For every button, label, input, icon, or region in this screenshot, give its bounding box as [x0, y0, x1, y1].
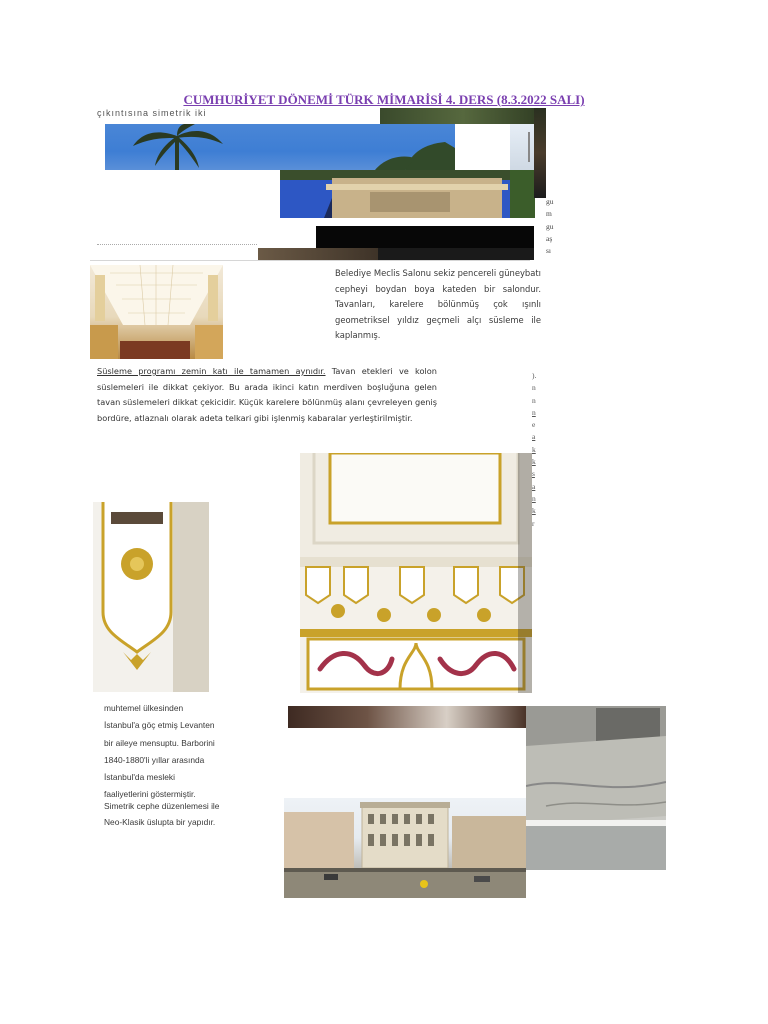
- ceiling-illustration: [90, 265, 223, 359]
- ornament-panel-photo: [300, 453, 532, 693]
- building-illustration: [284, 798, 526, 898]
- palm-tree-silhouette: [105, 124, 455, 170]
- architect-line-2: İstanbul'a göç etmiş Levanten: [104, 720, 215, 731]
- architect-paragraph: [104, 700, 274, 804]
- top-caption: çıkıntısına simetrik iki: [97, 108, 207, 118]
- right-edge-photo: [534, 108, 546, 198]
- column-ornament-photo: [93, 502, 209, 692]
- modern-building-photo: [284, 798, 526, 898]
- facade-line-2: Neo-Klasik üslupta bir yapıdır.: [104, 817, 216, 827]
- program-underlined: Süsleme programı zemin katı ile tamamen aynıdır.: [97, 366, 326, 376]
- ornament-illustration: [300, 453, 532, 693]
- architect-line-5: İstanbul'da mesleki: [104, 772, 175, 783]
- program-paragraph: [97, 364, 437, 426]
- dark-strip-right: [378, 248, 534, 260]
- facade-paragraph: [104, 798, 279, 830]
- architect-line-3: bir aileye mensuptu. Barborini: [104, 737, 215, 748]
- building-roof-photo: [280, 170, 535, 218]
- brown-strip-photo: [288, 706, 526, 728]
- column-ornament-illustration: [93, 502, 209, 692]
- salon-paragraph: Belediye Meclis Salonu sekiz pencereli güneybatı cepheyi boydan boya kateden bir salondur. Tavanları, karelere bölünmüş çok ışınlı geometriksel yıldız geçmeli alçı süsleme ile kaplanmış.: [335, 268, 541, 341]
- dark-strip: [258, 248, 378, 260]
- aerial-illustration: [526, 706, 666, 870]
- page-title: CUMHURİYET DÖNEMİ TÜRK MİMARİSİ 4. DERS (8.3.2022 SALI): [183, 92, 585, 107]
- black-band: [316, 226, 534, 248]
- ceiling-interior-photo: [90, 265, 223, 359]
- roof-illustration: [280, 170, 535, 218]
- white-block-mask: [455, 124, 510, 170]
- palm-sky-photo: [105, 124, 455, 170]
- divider-line: [90, 260, 530, 261]
- program-rest: Tavan etekleri ve kolon süslemeleri ile dikkat çekiyor. Bu arada ikinci katın merdiven boşluğuna gelen tavan süslemeleri dikkat çekicidir. Küçük karelere bölünmüş alanı çevreleyen geniş bordüre, atlaznalı olarak adeta telkari gibi işlenmiş kabaralar yerleştirilmiştir.: [97, 366, 437, 423]
- right-column-fragments-2: ). n n n e a k k s a n k r: [532, 371, 537, 528]
- tree-photo-right: [380, 108, 546, 124]
- historic-aerial-photo: [526, 706, 666, 870]
- architect-line-6: faaliyetlerini göstermiştir.: [104, 789, 196, 800]
- architect-line-1: muhtemel ülkesinden: [104, 703, 184, 713]
- right-column-fragments: gu m gu aş sı: [546, 197, 554, 256]
- architect-line-4: 1840-1880'li yıllar arasında: [104, 754, 205, 765]
- facade-line-1: Simetrik cephe düzenlemesi ile: [104, 801, 220, 811]
- faded-caption-line: [97, 244, 257, 249]
